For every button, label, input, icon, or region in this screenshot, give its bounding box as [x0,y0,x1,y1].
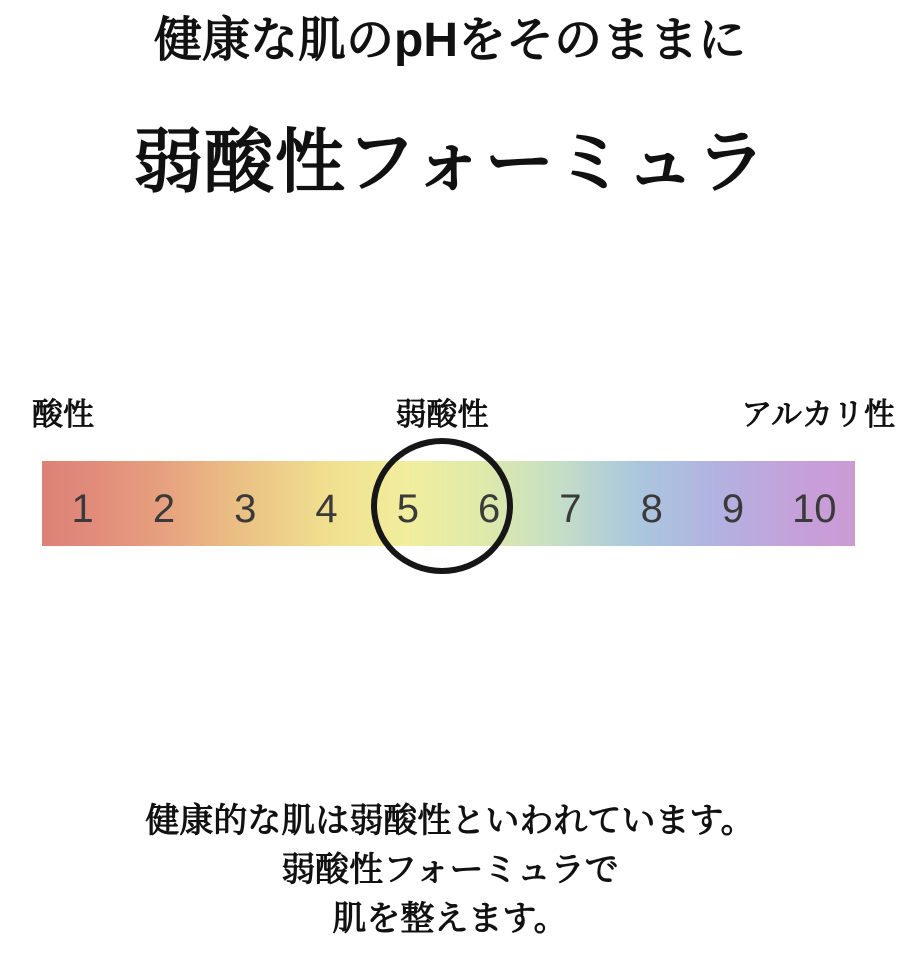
ph-value-2: 2 [152,486,176,531]
ph-value-5: 5 [396,486,419,531]
ph-label-acidic: 酸性 [32,397,94,432]
ph-label-weakly-acidic: 弱酸性 [395,397,489,432]
footer-line-2: 弱酸性フォーミュラで [281,851,619,889]
ph-label-alkaline: アルカリ性 [741,397,895,432]
ph-value-9: 9 [721,486,745,531]
weakly-acidic-highlight-circle [371,438,513,574]
ph-value-7: 7 [559,486,582,531]
ph-value-3: 3 [234,486,257,531]
page-subtitle: 健康な肌のpHをそのままに [154,14,746,67]
ph-value-4: 4 [315,486,338,531]
ph-value-8: 8 [640,486,663,531]
footer-text [0,797,900,944]
ph-value-1: 1 [71,486,94,531]
ph-value-10: 10 [792,486,837,531]
footer-line-1: 健康的な肌は弱酸性といわれています。 [145,802,755,840]
ph-value-6: 6 [478,486,501,531]
page-title: 弱酸性フォーミュラ [132,123,768,201]
footer-line-3: 肌を整えます。 [332,900,568,938]
